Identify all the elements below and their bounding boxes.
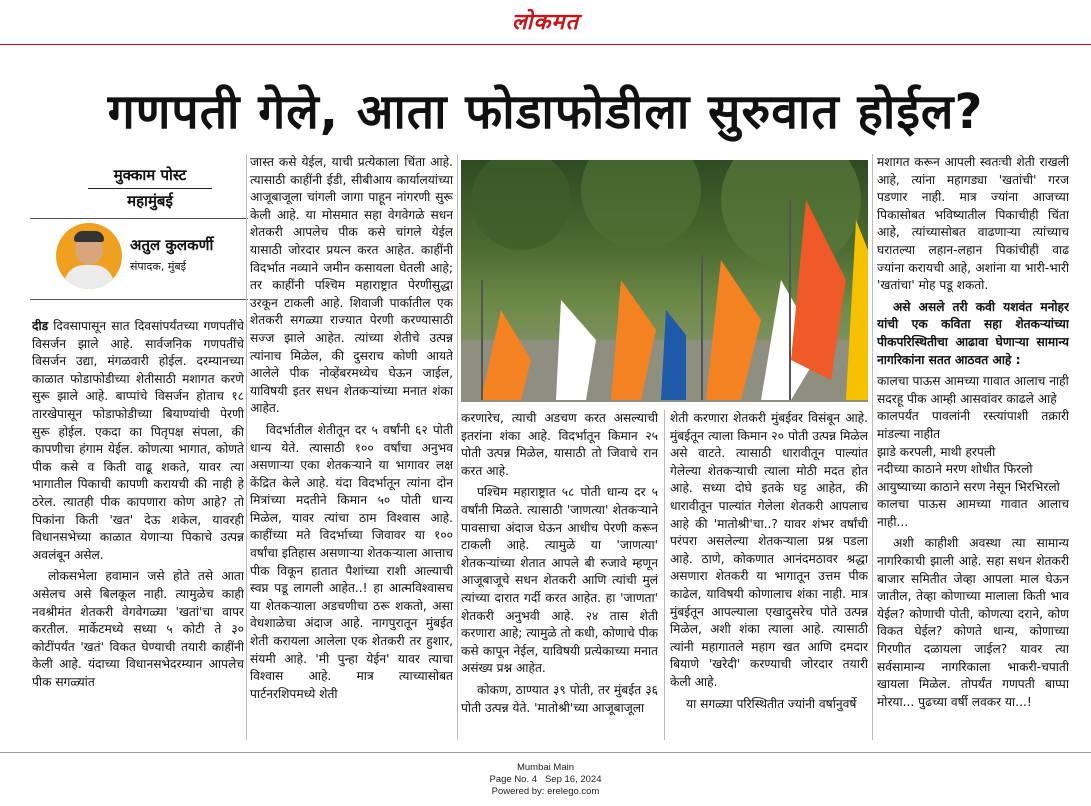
kicker-line2: महामुंबई bbox=[127, 192, 173, 210]
masthead bbox=[0, 0, 1091, 45]
footer-date: Sep 16, 2024 bbox=[544, 774, 602, 785]
article-paragraph: दीड दिवसापासून सात दिवसांपर्यंतच्या गणपतींचे विसर्जन झाले आहे. सार्वजनिक गणपतींचे विसर्जन उद्या, मंगळवारी होईल. दरम्यानच्या काळात फोडाफोडीच्या शेतीसाठी मशागत करणे सुरू झाले आहे. बाप्पांचे विसर्जन होताच १८ तारखेपासून फोडाफोडीच्या बियाण्यांची पेरणी सुरू होईल. एकदा का पितृपक्ष संपला, की कापणीचा हंगाम येईल. कोणत्या भागात, कोणते पीक कसे व किती वाढू शकते, यावर त्या भागातील पिकाची कापणी करायची की नाही हे ठरेल. त्यातही पीक कापणारा कोण आहे? तो पिकांना किती 'खत' देऊ शकेल, यावरही विधानसभेच्या काळात येणाऱ्या पिकाचे उत्पन्न अवलंबून असेल. bbox=[32, 319, 244, 562]
page-footer bbox=[0, 762, 1091, 798]
author-box bbox=[30, 218, 248, 300]
article-paragraph: कोकण, ठाण्यात ३९ पोती, तर मुंबईत ३६ पोती उत्पन्न येते. 'मातोश्री'च्या आजूबाजूला bbox=[461, 682, 658, 715]
article-column-2 bbox=[250, 154, 453, 740]
article-paragraph: लोकसभेला हवामान जसे होते तसे आता असेलच असे बिलकूल नाही. त्यामुळेच काही नवश्रीमंत शेतकरी वेगवेगळ्या 'खतां'चा वापर करतील. मार्केटमध्ये सध्या ५ कोटी ते ३० कोटींपर्यंत 'खतं' विकत घेण्याची तयारी काहींनी केली आहे. यंदाच्या विधानसभेदरम्यान आपलेच पीक सगळ्यांत bbox=[32, 569, 244, 689]
avatar bbox=[56, 223, 122, 289]
article-column-1 bbox=[32, 318, 244, 740]
article-paragraph: शेती करणारा शेतकरी मुंबईवर विसंबून आहे. मुंबईतून त्याला किमान २० पोती उत्पन्न मिळेल असे वाटते. त्यासाठी धारावीतून पाल्यांत गेलेल्या शेतकऱ्याची त्याला मोठी मदत होत आहे. सध्या दोघे इतके घट्ट आहेत, की धारावीतून पाल्यांत गेलेला शेतकरी आपलाच आहे की 'मातोश्री'चा..? यावर शंभर वर्षांची परंपरा असलेल्या शेतकऱ्याला प्रश्न पडला आहे. ठाणे, कोकणात आनंदमठावर श्रद्धा असणारा शेतकरी या भागातून उत्तम पीक काढेल, याविषयी कोणालाच शंका नाही. मात्र मुंबईतून आपल्याला एखादुसरेच पोते उत्पन्न मिळेल, अशी शंका त्याला आहे. त्यासाठी त्यांनी महागातले महाग खत आणि दमदार बियाणे 'खरेदी' करण्याची जोरदार तयारी केली आहे. bbox=[670, 411, 868, 689]
article-column-4 bbox=[670, 410, 868, 740]
kicker-divider bbox=[88, 188, 212, 189]
kicker-line1: मुक्काम पोस्ट bbox=[113, 166, 187, 184]
rally-flags-photo bbox=[461, 160, 868, 402]
footer-page: Page No. 4 bbox=[489, 774, 538, 785]
lokmat-logo: लोकमत bbox=[511, 10, 580, 35]
footer-powered: Powered by: erelego.com bbox=[491, 786, 600, 797]
article-paragraph: कालचा पाऊस आमच्या गावात आलाच नाही सदरहू पीक आम्ही आसवांवर काढले आहे कालपर्यंत पावलांनी रस्त्यांपाशी तक्रारी मांडल्या नाहीत झाडे करपली, माथी हरपली नदीच्या काठाने मरण शोधीत फिरलो आयुष्याच्या काठाने सरण नेसून भिरभिरलो कालचा पाऊस आमच्या गावात आलाच नाही... bbox=[877, 374, 1069, 529]
author-role: संपादक, मुंबई bbox=[130, 260, 187, 273]
article-paragraph: असे असले तरी कवी यशवंत मनोहर यांची एक कविता सहा शेतकऱ्यांच्या पीकपरिस्थितीचा आढावा घेणाऱ्या सामान्य नागरिकांना सतत आठवत आहे : bbox=[877, 299, 1069, 367]
article-paragraph: अशी काहीशी अवस्था त्या सामान्य नागरिकाची झाली आहे. सहा सधन शेतकरी बाजार समितीत जेव्हा आपला माल घेऊन जातील, तेव्हा कोणाच्या मालाला किती भाव येईल? कोणाची पोती, कोणत्या दराने, कोण विकत घेईल? कोणते धान्य, कोणाच्या गिरणीत दळायला जाईल? यावर त्या सर्वसामान्य नागरिकाला भाकरी-चपाती खायला मिळेल. तोपर्यंत गणपती बाप्पा मोरया... पुढच्या वर्षी लवकर या...! bbox=[877, 536, 1069, 709]
flags-illustration-icon bbox=[461, 160, 868, 402]
article-paragraph: विदर्भातील शेतीतून दर ५ वर्षांनी ६२ पोती धान्य येते. त्यासाठी १०० वर्षांचा अनुभव असणाऱ्या एका शेतकऱ्याने या भागावर लक्ष केंद्रित केले आहे. यंदा विदर्भातून त्यांना दोन मित्रांच्या मदतीने किमान ५० पोती धान्य मिळेल, यावर त्यांचा ठाम विश्वास आहे. काहींच्या मते विदर्भाच्या जिवावर या १०० वर्षांचा इतिहास असणाऱ्या शेतकऱ्याला आत्ताच पीक विकून हातात पैशांच्या राशी आल्याची स्वप्न पडू लागली आहेत..! हा आत्मविश्वासच या शेतकऱ्याला अडचणीचा ठरू शकतो, असा वेधशाळेचा अंदाज आहे. नागपुरातून मुंबईत शेती करायला आलेला एक शेतकरी तर हुशार, संयमी आहे. 'मी पुन्हा येईन' यावर त्याचा विश्वास आहे. मात्र त्याच्यासोबत पार्टनरशिपमध्ये शेती bbox=[250, 422, 453, 701]
article-column-3 bbox=[461, 410, 658, 740]
article-paragraph: करणारेच, त्याची अडचण करत असल्याची इतरांना शंका आहे. विदर्भातून किमान २५ पोती उत्पन्न मिळेल, यासाठी तो जिवाचे रान करत आहे. bbox=[461, 411, 658, 478]
author-name: अतुल कुलकर्णी bbox=[130, 236, 214, 254]
footer-divider bbox=[0, 752, 1091, 753]
article-paragraph: जास्त कसे येईल, याची प्रत्येकाला चिंता आहे. त्यासाठी काहींनी ईडी, सीबीआय कार्यालयांच्या आजूबाजूला चांगली जागा पाहून नांगरणी सुरू केली आहे. या मोसमात सहा वेगवेगळे सधन शेतकरी आपलेच पीक कसे चांगले येईल यासाठी जोरदार प्रयत्न करत आहेत. काहींनी विदर्भात नव्याने जमीन कसायला घेतली आहे; तर काहींनी पश्चिम महाराष्ट्रात पेरणीसुद्धा उरकून टाकली आहे. शिवाजी पार्कातील एक शेतकरी सगळ्या राज्यात पेरणी करण्यासाठी सज्ज झाले आहेत. त्यांच्या शेतीचे उत्पन्न त्यांनाच मिळेल, की दुसराच कोणी आयते आलेले पीक नोव्हेंबरमध्येच घेऊन जाईल, याविषयी इतर सधन शेतकऱ्यांच्या मनात शंका आहेत. bbox=[250, 155, 453, 416]
column-kicker bbox=[84, 165, 216, 212]
article-paragraph: या सगळ्या परिस्थितीत ज्यांनी वर्षानुवर्षे bbox=[686, 696, 857, 711]
article-column-5 bbox=[877, 154, 1069, 740]
footer-edition: Mumbai Main bbox=[516, 762, 575, 773]
article-paragraph: मशागत करून आपली स्वतःची शेती राखली आहे, त्यांना महागड्या 'खतांची' गरज पडणार नाही. मात्र ज्यांना आजच्या पिकासोबत भविष्यातील पिकाचीही चिंता आहे, त्यांच्यासोबत वाढणाऱ्या त्यांच्याच घरातल्या लहान-लहान पिकांचीही वाढ ज्यांना करायची आहे, अशांना या भारी-भारी 'खतांचा' मोह पडू शकतो. bbox=[877, 155, 1069, 293]
headline: गणपती गेले, आता फोडाफोडीला सुरुवात होईल? bbox=[107, 84, 984, 140]
article-paragraph: पश्चिम महाराष्ट्रात ५८ पोती धान्य दर ५ वर्षांनी मिळते. त्यासाठी 'जाणत्या' शेतकऱ्याने पावसाचा अंदाज घेऊन आधीच पेरणी करून टाकली आहे. त्यामुळे या 'जाणत्या' शेतकऱ्यांच्या शेतात आपले बी रुजावे म्हणून आजूबाजूचे सधन शेतकरी आणि त्यांची मुलं त्यांच्या दारात गर्दी करत आहेत. हा 'जाणता' शेतकरी अनुभवी आहे. २४ तास शेती करणारा आहे; त्यामुळे तो कधी, कोणाचे पीक कसे कापून नेईल, याविषयी प्रत्येकाच्या मनात असंख्य प्रश्न आहेत. bbox=[461, 485, 658, 676]
